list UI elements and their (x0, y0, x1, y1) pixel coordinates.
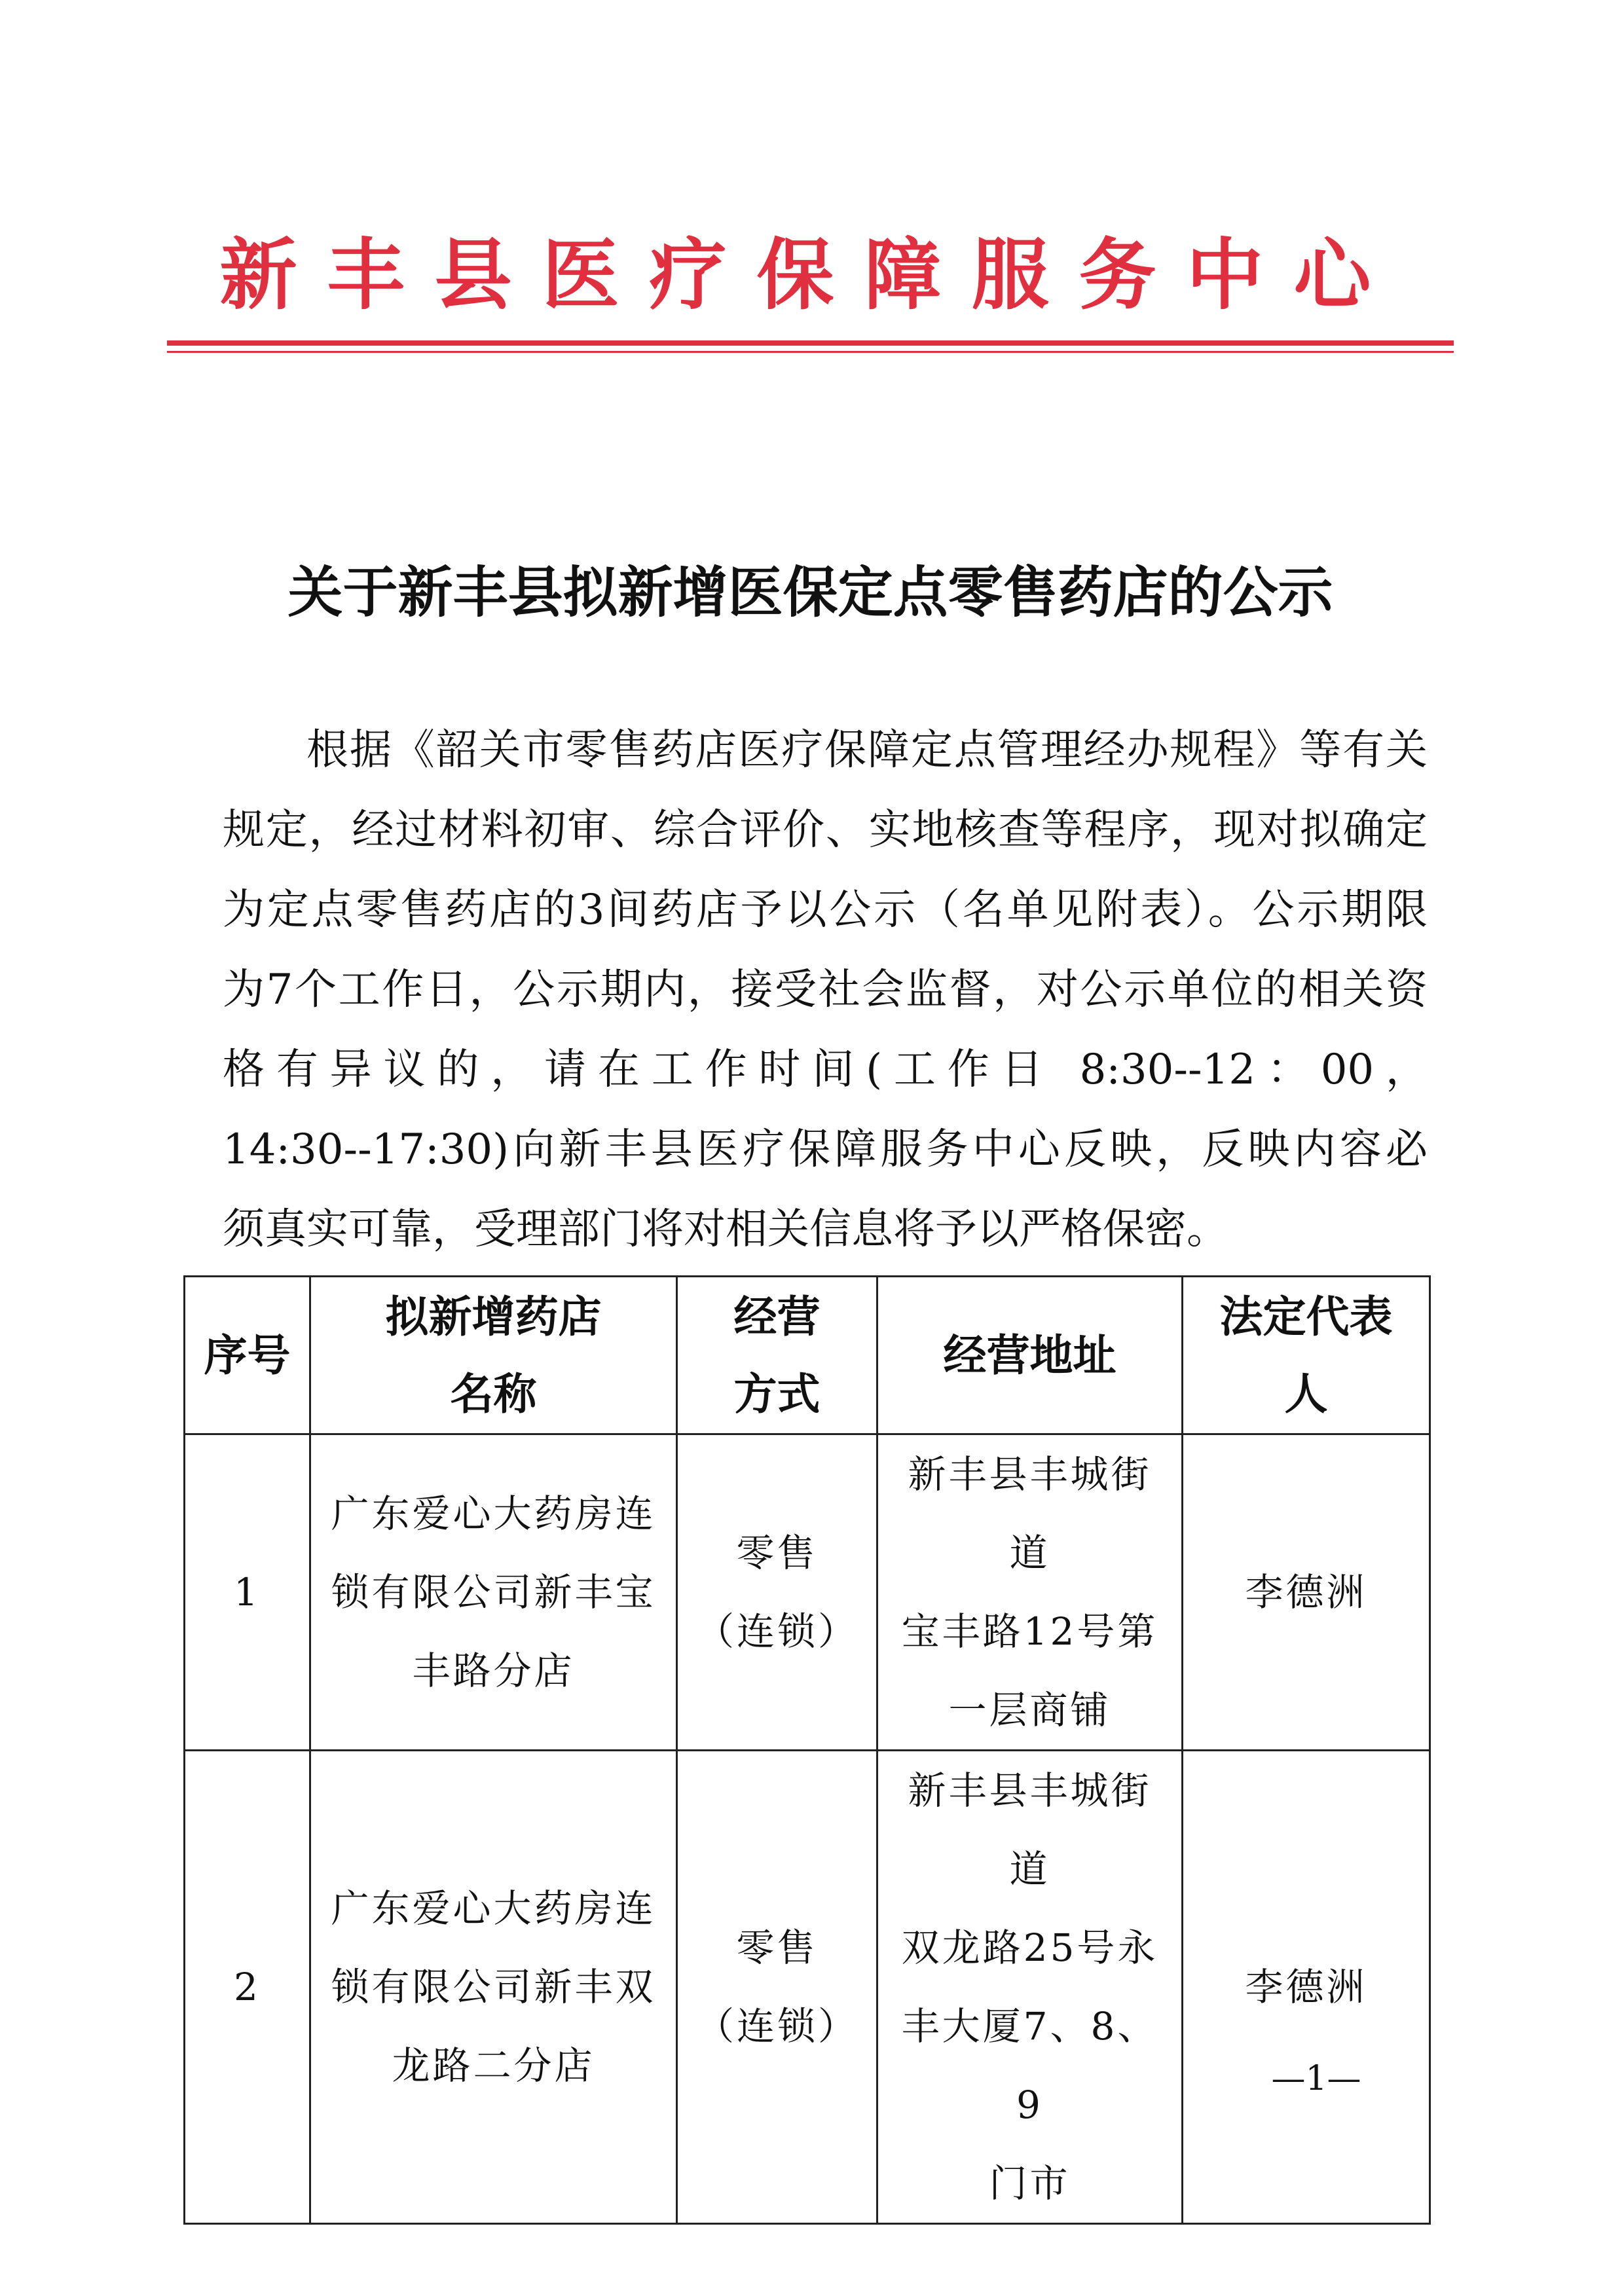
table-header-row (185, 1277, 1430, 1434)
body-paragraph (223, 710, 1428, 1269)
body-line: 为7个工作日，公示期内，接受社会监督，对公示单位的相关资 (223, 966, 1428, 1014)
letterhead-title: 新丰县医疗保障服务中心 (219, 230, 1401, 320)
cell-index: 1 (185, 1434, 310, 1751)
cell-legal-rep: 李德洲 (1183, 1434, 1430, 1751)
document-title: 关于新丰县拟新增医保定点零售药店的公示 (287, 560, 1333, 625)
body-line: 规定，经过材料初审、综合评价、实地核查等程序，现对拟确定 (223, 806, 1428, 854)
cell-business-mode: 零售 （连锁） (677, 1434, 877, 1751)
cell-store-name: 广东爱心大药房连 锁有限公司新丰宝 丰路分店 (310, 1434, 677, 1751)
header-store-name: 拟新增药店 名称 (310, 1277, 677, 1434)
cell-index: 2 (185, 1751, 310, 2224)
letterhead-rule-thick (167, 340, 1454, 346)
body-line: 根据《韶关市零售药店医疗保障定点管理经办规程》等有关 (306, 726, 1428, 774)
table-row (185, 1751, 1430, 2224)
body-line: 14:30--17:30)向新丰县医疗保障服务中心反映，反映内容必 (223, 1125, 1428, 1174)
table-row (185, 1434, 1430, 1751)
letterhead-rule-thin (167, 351, 1454, 353)
cell-business-mode: 零售 （连锁） (677, 1751, 877, 2224)
header-index: 序号 (185, 1277, 310, 1434)
cell-store-name: 广东爱心大药房连 锁有限公司新丰双 龙路二分店 (310, 1751, 677, 2224)
header-legal-rep: 法定代表 人 (1183, 1277, 1430, 1434)
cell-legal-rep: 李德洲 (1183, 1751, 1430, 2224)
header-address: 经营地址 (877, 1277, 1183, 1434)
cell-address: 新丰县丰城街道 宝丰路12号第 一层商铺 (877, 1434, 1183, 1751)
body-line: 为定点零售药店的3间药店予以公示（名单见附表）。公示期限 (223, 886, 1428, 934)
body-line: 须真实可靠，受理部门将对相关信息将予以严格保密。 (223, 1205, 1228, 1254)
header-business-mode: 经营 方式 (677, 1277, 877, 1434)
body-line: 格有异议的，请在工作时间(工作日 8:30--12：00， (223, 1046, 1428, 1094)
page-number: —1— (1271, 2059, 1361, 2098)
cell-address: 新丰县丰城街道 双龙路25号永 丰大厦7、8、9 门市 (877, 1751, 1183, 2224)
